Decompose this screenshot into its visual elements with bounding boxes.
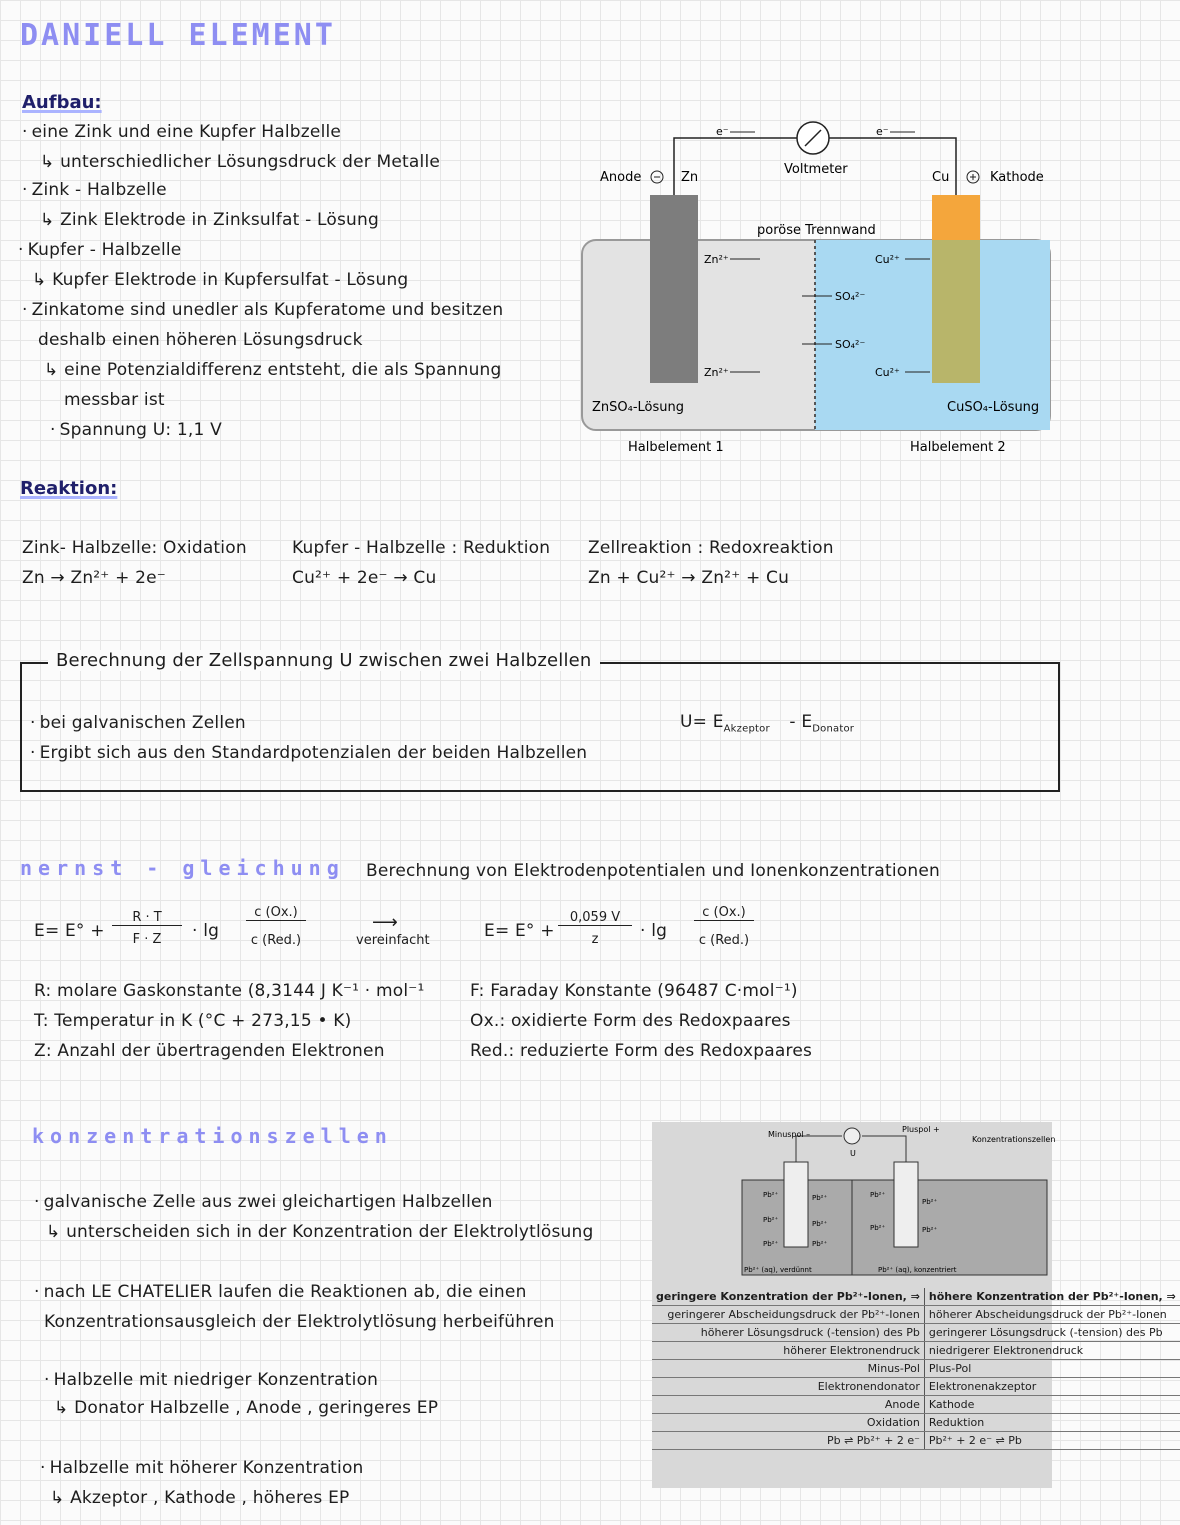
table-head-left: geringere Konzentration der Pb²⁺-Ionen, ⇒ [652, 1288, 924, 1306]
aufbau-line: ↳ Zink Elektrode in Zinksulfat - Lösung [40, 210, 379, 230]
aufbau-line: · Kupfer - Halbzelle [18, 240, 181, 260]
aufbau-line: · Zink - Halbzelle [22, 180, 167, 200]
table-cell: Reduktion [924, 1414, 1179, 1432]
nernst-e-right: E= E° + [484, 921, 555, 941]
nernst-e-left: E= E° + [34, 921, 105, 941]
formula-donator: Donator [812, 723, 855, 735]
berechnung-line: · bei galvanischen Zellen [30, 713, 246, 733]
photo-pb: Pb²⁺ [763, 1240, 779, 1248]
photo-pb: Pb²⁺ [922, 1226, 938, 1234]
aufbau-heading: Aufbau: [22, 92, 102, 113]
cu-ion-label: Cu²⁺ [875, 253, 900, 266]
table-cell: geringerer Lösungsdruck (-tension) des Pb [924, 1324, 1179, 1342]
table-cell: Pb ⇌ Pb²⁺ + 2 e⁻ [652, 1432, 924, 1450]
table-row [652, 1360, 1180, 1378]
so4-label: SO₄²⁻ [835, 290, 866, 303]
table-cell: Plus-Pol [924, 1360, 1179, 1378]
voltmeter-label: Voltmeter [784, 162, 848, 177]
halbelement1-label: Halbelement 1 [628, 440, 724, 455]
aufbau-line: · Zinkatome sind unedler als Kupferatome und besitzen [22, 300, 503, 320]
trennwand-label: poröse Trennwand [757, 223, 876, 238]
table-cell: Minus-Pol [652, 1360, 924, 1378]
table-row [652, 1288, 1180, 1306]
nernst-title: nernst - gleichung [20, 856, 345, 880]
cu-label: Cu [932, 170, 950, 185]
table-cell: Kathode [924, 1396, 1179, 1414]
aufbau-line: · Spannung U: 1,1 V [50, 420, 222, 440]
formula-u: U= E [680, 712, 724, 732]
photo-wire-right [862, 1136, 906, 1162]
aufbau-line: ↳ eine Potenzialdifferenz entsteht, die als Spannung [44, 360, 502, 380]
kupfer-reaction-equation: Cu²⁺ + 2e⁻ → Cu [292, 568, 437, 588]
vereinfacht-label: vereinfacht [356, 933, 430, 948]
nernst-lg: · lg [192, 921, 220, 941]
formula-akzeptor: Akzeptor [723, 723, 770, 735]
zink-reaction-title: Zink- Halbzelle: Oxidation [22, 538, 247, 558]
photo-pb: Pb²⁺ [812, 1240, 828, 1248]
wire-left [674, 138, 798, 195]
table-row [652, 1324, 1180, 1342]
cu-ion-label: Cu²⁺ [875, 366, 900, 379]
zn-ion-label: Zn²⁺ [704, 366, 729, 379]
konz-line: Konzentrationsausgleich der Elektrolytlösung herbeiführen [44, 1312, 555, 1332]
nernst-frac3-num: 0,059 V [558, 910, 632, 926]
nernst-def: Ox.: oxidierte Form des Redoxpaares [470, 1011, 791, 1031]
table-cell: Oxidation [652, 1414, 924, 1432]
znso4-label: ZnSO₄-Lösung [592, 400, 685, 415]
konz-line: · Halbzelle mit niedriger Konzentration [44, 1370, 378, 1390]
kupfer-reaction-title: Kupfer - Halbzelle : Reduktion [292, 538, 551, 558]
nernst-def: Red.: reduzierte Form des Redoxpaares [470, 1041, 813, 1061]
photo-voltmeter-icon [844, 1128, 860, 1144]
berechnung-line: · Ergibt sich aus den Standardpotenzialen der beiden Halbzellen [30, 743, 587, 763]
cu-electrode-immersed [932, 240, 980, 383]
zink-reaction-equation: Zn → Zn²⁺ + 2e⁻ [22, 568, 166, 588]
aufbau-line: ↳ Kupfer Elektrode in Kupfersulfat - Lösung [32, 270, 408, 290]
kathode-label: Kathode [990, 170, 1044, 185]
photo-pb: Pb²⁺ [763, 1191, 779, 1199]
konz-title: konzentrationszellen [32, 1124, 393, 1148]
nernst-subtitle: Berechnung von Elektrodenpotentialen und Ionenkonzentrationen [366, 861, 941, 881]
photo-electrode-left [784, 1162, 808, 1247]
photo-electrode-right [894, 1162, 918, 1247]
photo-wire-left [796, 1136, 842, 1162]
daniell-diagram [570, 115, 1070, 460]
konz-line: · Halbzelle mit höherer Konzentration [40, 1458, 364, 1478]
table-row [652, 1378, 1180, 1396]
photo-corner: Konzentrationszellen [972, 1135, 1056, 1144]
nernst-def: F: Faraday Konstante (96487 C·mol⁻¹) [470, 981, 798, 1001]
photo-pb: Pb²⁺ [763, 1216, 779, 1224]
table-cell: geringerer Abscheidungsdruck der Pb²⁺-Ionen [652, 1306, 924, 1324]
photo-pb: Pb²⁺ [870, 1224, 886, 1232]
photo-pluspol: Pluspol + [902, 1125, 940, 1134]
photo-pb: Pb²⁺ [922, 1198, 938, 1206]
nernst-frac3-den: z [591, 932, 599, 947]
photo-pb: Pb²⁺ [812, 1220, 828, 1228]
formula-minus: - E [789, 712, 813, 732]
berechnung-heading: Berechnung der Zellspannung U zwischen zwei Halbzellen [48, 650, 600, 671]
photo-left-label: Pb²⁺ (aq), verdünnt [744, 1266, 812, 1274]
zn-label: Zn [681, 170, 699, 185]
nernst-frac2-den: c (Red.) [250, 933, 302, 948]
table-row [652, 1414, 1180, 1432]
aufbau-line: deshalb einen höheren Lösungsdruck [38, 330, 363, 350]
nernst-frac1-num: R · T [112, 910, 182, 926]
konz-line: ↳ unterscheiden sich in der Konzentration der Elektrolytlösung [46, 1222, 594, 1242]
table-row [652, 1432, 1180, 1450]
nernst-def: R: molare Gaskonstante (8,3144 J K⁻¹ · mol⁻¹ [34, 981, 425, 1001]
cuso4-label: CuSO₄-Lösung [947, 400, 1040, 415]
konz-line: · galvanische Zelle aus zwei gleichartigen Halbzellen [34, 1192, 493, 1212]
zell-reaction-equation: Zn + Cu²⁺ → Zn²⁺ + Cu [588, 568, 790, 588]
nernst-def: Z: Anzahl der übertragenden Elektronen [34, 1041, 385, 1061]
zn-electrode [650, 195, 698, 383]
photo-minuspol: Minuspol – [768, 1130, 811, 1139]
reaktion-heading: Reaktion: [20, 478, 118, 499]
zn-ion-label: Zn²⁺ [704, 253, 729, 266]
table-row [652, 1342, 1180, 1360]
electron-label: e⁻ [716, 125, 729, 138]
photo-u: U [850, 1149, 856, 1158]
konz-line: ↳ Akzeptor , Kathode , höheres EP [50, 1488, 349, 1508]
nernst-frac1-den: F · Z [132, 932, 162, 947]
photo-pb: Pb²⁺ [812, 1194, 828, 1202]
table-cell: niedrigerer Elektronendruck [924, 1342, 1179, 1360]
konz-photo [652, 1122, 1176, 1488]
konz-photo-diagram [652, 1122, 1056, 1282]
aufbau-line: messbar ist [64, 390, 165, 410]
nernst-frac4-den: c (Red.) [698, 933, 750, 948]
anode-label: Anode [600, 170, 642, 185]
table-cell: Pb²⁺ + 2 e⁻ ⇌ Pb [924, 1432, 1179, 1450]
konz-line: · nach LE CHATELIER laufen die Reaktionen ab, die einen [34, 1282, 527, 1302]
table-cell: Anode [652, 1396, 924, 1414]
table-cell: Elektronenakzeptor [924, 1378, 1179, 1396]
electron-label: e⁻ [876, 125, 889, 138]
right-arrow-icon: ⟶ [372, 912, 398, 933]
table-cell: höherer Elektronendruck [652, 1342, 924, 1360]
aufbau-line: · eine Zink und eine Kupfer Halbzelle [22, 122, 341, 142]
nernst-frac4-num: c (Ox.) [694, 905, 754, 921]
nernst-def: T: Temperatur in K (°C + 273,15 • K) [34, 1011, 352, 1031]
nernst-frac2-num: c (Ox.) [246, 905, 306, 921]
nernst-lg-2: · lg [640, 921, 668, 941]
halbelement2-label: Halbelement 2 [910, 440, 1006, 455]
page-title: DANIELL ELEMENT [20, 18, 336, 53]
zell-reaction-title: Zellreaktion : Redoxreaktion [588, 538, 834, 558]
table-row [652, 1396, 1180, 1414]
table-cell: höherer Lösungsdruck (-tension) des Pb [652, 1324, 924, 1342]
konz-table [652, 1288, 1180, 1450]
table-row [652, 1306, 1180, 1324]
aufbau-line: ↳ unterschiedlicher Lösungsdruck der Metalle [40, 152, 440, 172]
so4-label: SO₄²⁻ [835, 338, 866, 351]
table-head-right: höhere Konzentration der Pb²⁺-Ionen, ⇒ [924, 1288, 1179, 1306]
table-cell: höherer Abscheidungsdruck der Pb²⁺-Ionen [924, 1306, 1179, 1324]
photo-right-label: Pb²⁺ (aq), konzentriert [878, 1266, 957, 1274]
photo-pb: Pb²⁺ [870, 1191, 886, 1199]
zellspannung-formula [680, 712, 854, 734]
konz-line: ↳ Donator Halbzelle , Anode , geringeres EP [54, 1398, 438, 1418]
table-cell: Elektronendonator [652, 1378, 924, 1396]
